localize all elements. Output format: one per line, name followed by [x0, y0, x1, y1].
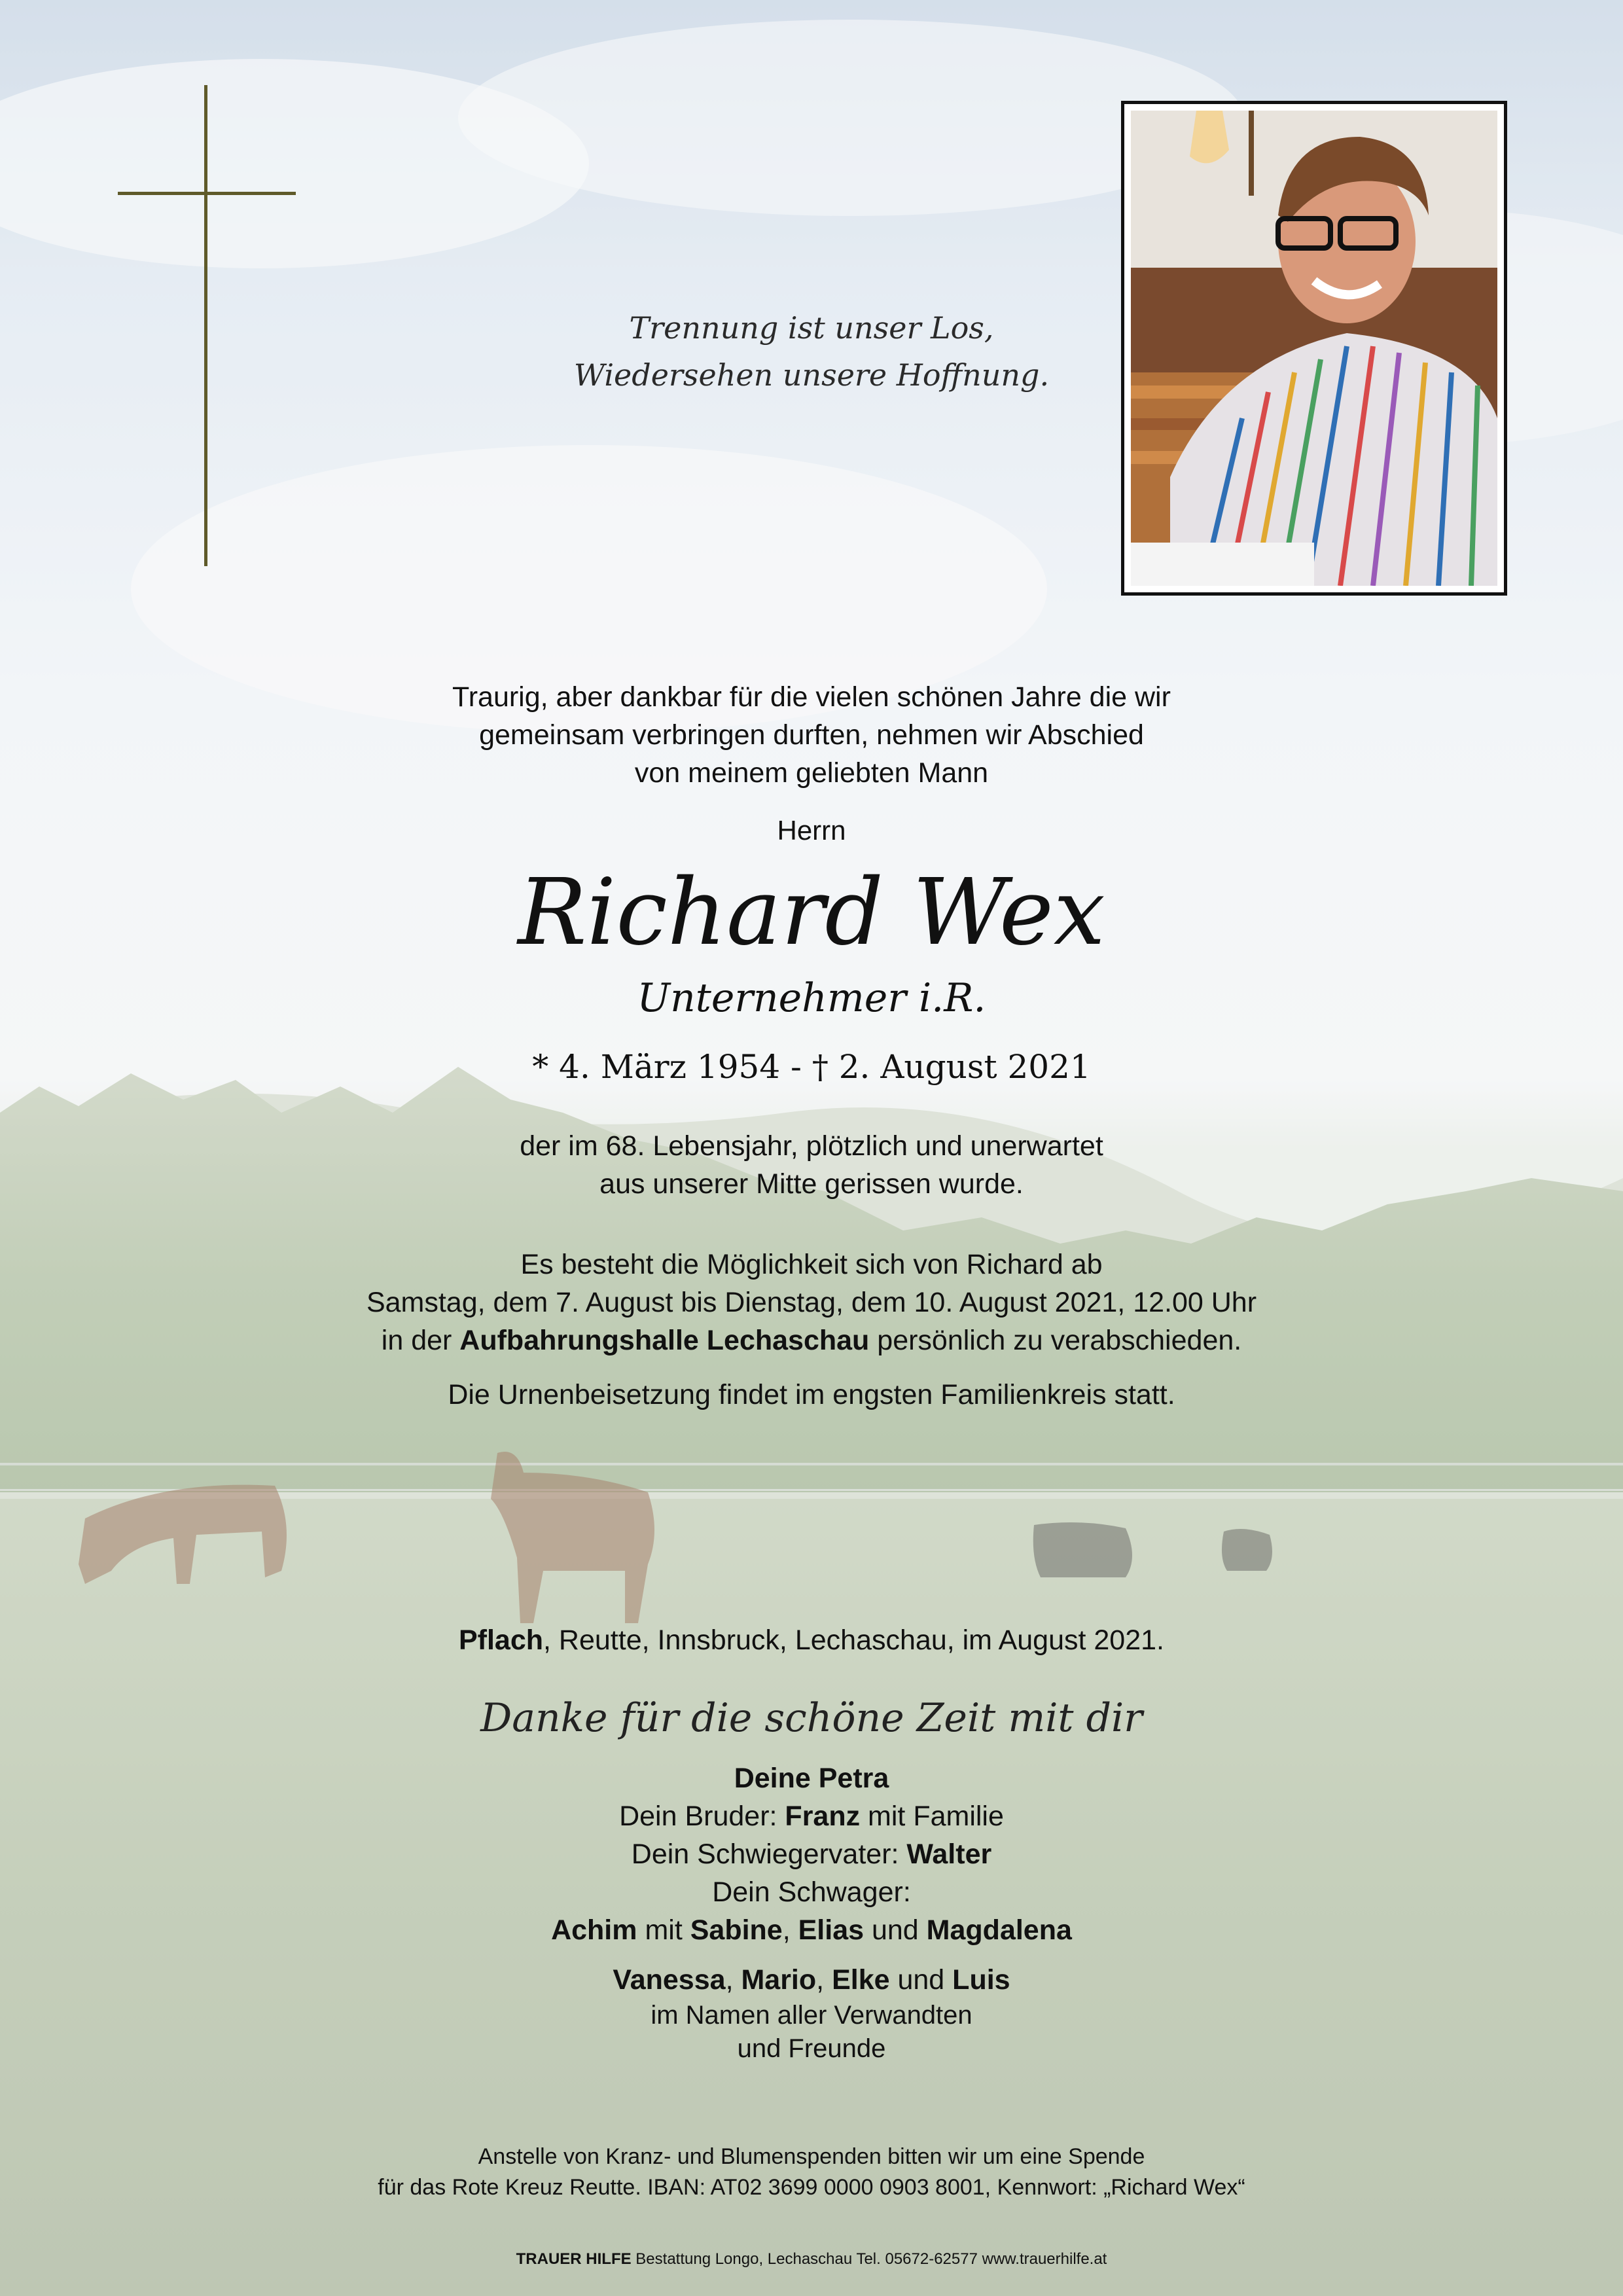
intro-line-1: Traurig, aber dankbar für die vielen schönen Jahre die wir — [452, 681, 1171, 713]
on-behalf-line-2: und Freunde — [737, 2034, 886, 2063]
donation-line-2: für das Rote Kreuz Reutte. IBAN: AT02 3699 0000 0903 8001, Kennwort: „Richard Wex“ — [378, 2175, 1245, 2200]
footer-brand: TRAUER HILFE — [516, 2250, 632, 2268]
viewing-line-3: in der Aufbahrungshalle Lechaschau persönlich zu verabschieden. — [381, 1325, 1242, 1356]
family-brother: Dein Bruder: Franz mit Familie — [619, 1801, 1004, 1832]
on-behalf-line-1: im Namen aller Verwandten — [651, 2001, 972, 2030]
death-notice-line-2: aus unserer Mitte gerissen wurde. — [599, 1168, 1024, 1200]
family-father-in-law: Dein Schwiegervater: Walter — [631, 1839, 992, 1870]
on-behalf — [0, 1999, 1623, 2066]
burial-info: Die Urnenbeisetzung findet im engsten Familienkreis statt. — [448, 1379, 1175, 1410]
intro-line-2: gemeinsam verbringen durften, nehmen wir Abschied — [479, 719, 1144, 751]
intro-text — [0, 678, 1623, 792]
life-dates: * 4. März 1954 - † 2. August 2021 — [532, 1048, 1091, 1086]
thanks-line: Danke für die schöne Zeit mit dir — [480, 1695, 1143, 1741]
place-date: Pflach, Reutte, Innsbruck, Lechaschau, im August 2021. — [458, 1624, 1164, 1656]
family-children — [0, 1961, 1623, 1999]
footer: TRAUER HILFE Bestattung Longo, Lechaschau Tel. 05672-62577 www.trauerhilfe.at — [516, 2250, 1107, 2268]
viewing-line-2: Samstag, dem 7. August bis Dienstag, dem 10. August 2021, 12.00 Uhr — [366, 1287, 1257, 1318]
portrait-image — [1131, 111, 1497, 586]
donation-note — [0, 2142, 1623, 2203]
family-brother-in-law: Achim mit Sabine, Elias und Magdalena — [551, 1914, 1072, 1946]
deceased-name: Richard Wex — [518, 859, 1105, 966]
cross-icon-bar — [118, 192, 296, 195]
intro-line-3: von meinem geliebten Mann — [634, 757, 989, 789]
family-children-names: Vanessa, Mario, Elke und Luis — [613, 1964, 1010, 1996]
death-notice — [0, 1127, 1623, 1203]
donation-line-1: Anstelle von Kranz- und Blumenspenden bitten wir um eine Spende — [478, 2144, 1145, 2169]
occupation: Unternehmer i.R. — [637, 975, 986, 1021]
portrait-photo — [1121, 101, 1507, 596]
family-list — [0, 1759, 1623, 1949]
death-notice-line-1: der im 68. Lebensjahr, plötzlich und unerwartet — [520, 1130, 1103, 1162]
quote-line-1: Trennung ist unser Los, — [629, 310, 994, 346]
quote-line-2: Wiedersehen unsere Hoffnung. — [573, 357, 1050, 393]
family-brother-in-law-label: Dein Schwager: — [712, 1876, 911, 1908]
salutation: Herrn — [777, 815, 846, 846]
family-wife: Deine Petra — [734, 1763, 889, 1794]
viewing-line-1: Es besteht die Möglichkeit sich von Richard ab — [520, 1249, 1103, 1280]
viewing-location: Aufbahrungshalle Lechaschau — [459, 1325, 870, 1356]
viewing-info — [0, 1246, 1623, 1359]
